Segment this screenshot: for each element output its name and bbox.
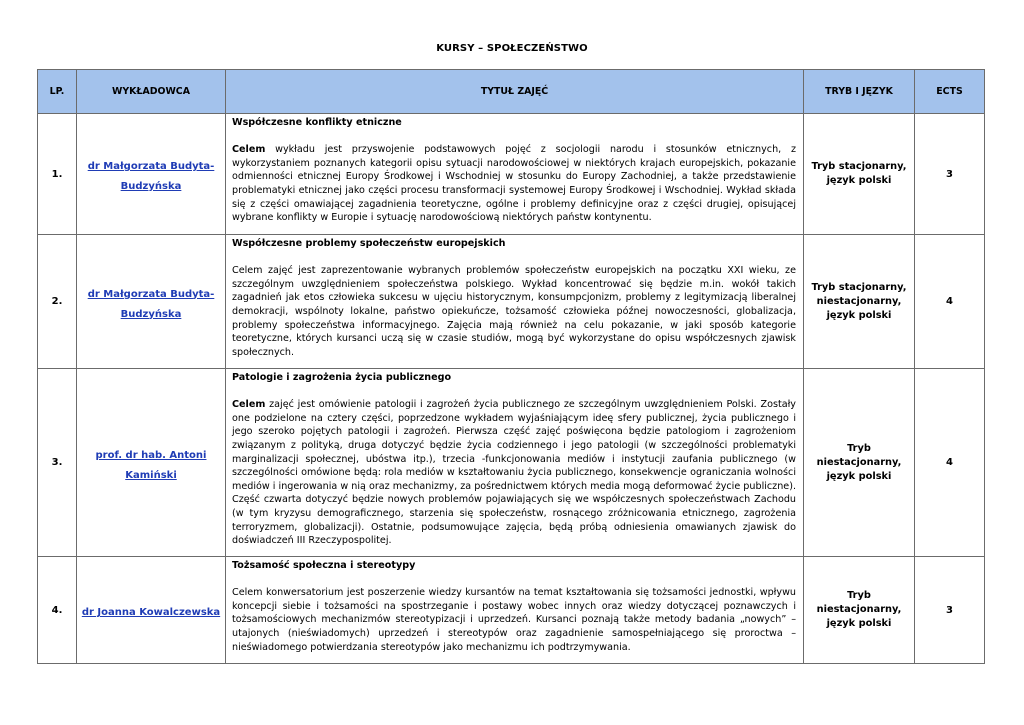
lecturer-cell: [77, 369, 226, 557]
course-cell: [226, 557, 804, 664]
course-description: [232, 143, 796, 225]
header-mode: TRYB I JĘZYK: [804, 70, 915, 114]
lecturer-cell: [77, 557, 226, 664]
lecturer-cell: [77, 114, 226, 235]
row-number: 4.: [38, 557, 77, 664]
lecturer-link[interactable]: prof. dr hab. Antoni Kamiński: [95, 449, 207, 481]
lecturer-cell: [77, 235, 226, 369]
course-cell: [226, 369, 804, 557]
row-number: 3.: [38, 369, 77, 557]
header-title: TYTUŁ ZAJĘĆ: [226, 70, 804, 114]
lecturer-link[interactable]: dr Joanna Kowalczewska: [81, 607, 221, 618]
table-row: [38, 114, 985, 235]
ects-cell: 3: [915, 557, 985, 664]
course-title: Współczesne problemy społeczeństw europejskich: [232, 238, 506, 249]
ects-cell: 3: [915, 114, 985, 235]
mode-cell: Tryb niestacjonarny, język polski: [804, 557, 915, 664]
description-text: Celem zajęć jest zaprezentowanie wybranych problemów społeczeństw europejskich na początku XXI wieku, ze szczególnym uwzględnieniem społeczeństwa polskiego. Wykład koncentrować się będzie m.in. wokół takich zagadnień jak etos człowieka sukcesu w ujęciu historycznym, konsumpcjonizm, problemy z legitymizacją liberalnej demokracji, wspólnoty lokalne, państwo opiekuńcze, tożsamość człowieka późnej nowoczesności, globalizacja, problemy społeczeństwa informacyjnego. Zajęcia mają również na celu pokazanie, w jaki sposób kategorie teoretyczne, których kursanci uczą się w czasie studiów, mogą być wykorzystane do opisu współczesnych zjawisk społecznych.: [232, 265, 796, 358]
description-text: wykładu jest przyswojenie podstawowych pojęć z socjologii narodu i stosunków etnicznych, z wykorzystaniem poznanych kategorii opisu sytuacji narodowościowej w niektórych krajach europejskich, pokazanie odmienności etnicznej Europy Środkowej i Wschodniej w stosunku do Europy Zachodniej, a także przedstawienie problematyki etnicznej jako części procesu transformacji systemowej Europy Środkowej i Wschodniej. Wykład składa się z części omawiającej zagadnienia teoretyczne, ogólne i problemy definicyjne oraz z części drugiej, opisującej wybrane konflikty w Europie i sytuację narodowościową niektórych państw kontynentu.: [232, 144, 796, 224]
table-row: [38, 235, 985, 369]
course-title: Patologie i zagrożenia życia publicznego: [232, 372, 452, 383]
header-lecturer: WYKŁADOWCA: [77, 70, 226, 114]
header-row: [38, 70, 985, 114]
course-cell: [226, 114, 804, 235]
header-lp: LP.: [38, 70, 77, 114]
ects-cell: 4: [915, 369, 985, 557]
course-cell: [226, 235, 804, 369]
document-title: KURSY – SPOŁECZEŃSTWO: [436, 43, 588, 54]
lecturer-link[interactable]: dr Małgorzata Budyta-Budzyńska: [87, 161, 215, 192]
course-description: [232, 586, 796, 654]
lecturer-link[interactable]: dr Małgorzata Budyta-Budzyńska: [87, 288, 215, 320]
table-row: [38, 557, 985, 664]
courses-table: [37, 69, 985, 664]
mode-cell: Tryb niestacjonarny, język polski: [804, 369, 915, 557]
description-lead: Celem: [232, 144, 266, 156]
table-row: [38, 369, 985, 557]
course-title: Tożsamość społeczna i stereotypy: [232, 560, 416, 571]
ects-cell: 4: [915, 235, 985, 369]
mode-cell: Tryb stacjonarny, język polski: [804, 114, 915, 235]
description-lead: Celem: [232, 399, 266, 411]
description-text: zajęć jest omówienie patologii i zagrożeń życia publicznego ze szczególnym uwzględnieniem Polski. Zostały one podzielone na cztery części, poprzedzone wykładem wyjaśniającym ideę sfery publicznej, życia publicznego i jego szeroko pojętych patologii i zagrożeń. Pierwsza część zajęć poświęcona będzie patologiom i zagrożeniom związanym z polityką, druga dotyczyć będzie życia codziennego i jego patologii (w szczególności problematyki marginalizacji społecznej, ubóstwa itp.), trzecia -funkcjonowania mediów i instytucji zaufania publicznego (w szczególności omówione będą: rola mediów w kształtowaniu życia publicznego, konsekwencje ograniczania wolności mediów i ingerowania w nią oraz mechanizmy, za pośrednictwem których media mogą deformować życie publiczne). Część czwarta dotyczyć będzie nowych problemów pojawiających się we współczesnych społeczeństwach Zachodu (w tym kryzysu demograficznego, starzenia się społeczeństw, rosnącego zróżnicowania etnicznego, zagrożenia terroryzmem, globalizacji). Ostatnie, podsumowujące zajęcia, będą próbą odniesienia omawianych zjawisk do doświadczeń III Rzeczypospolitej.: [232, 399, 796, 547]
header-ects: ECTS: [915, 70, 985, 114]
course-title: Współczesne konflikty etniczne: [232, 117, 402, 128]
row-number: 1.: [38, 114, 77, 235]
course-description: [232, 398, 796, 548]
course-description: [232, 264, 796, 359]
description-text: Celem konwersatorium jest poszerzenie wiedzy kursantów na temat kształtowania się tożsamości jednostki, wpływu koncepcji siebie i tożsamości na spostrzeganie i postawy wobec innych oraz wiedzy dotyczącej poznawczych i tożsamościowych mechanizmów stereotypizacji i uprzedzeń. Kursanci poznają także metody badania „nowych” – utajonych (nieświadomych) uprzedzeń i stereotypów oraz zagadnienie samospełniającego się proroctwa – nieświadomego potwierdzania stereotypów jako mechanizmu ich podtrzymywania.: [232, 587, 796, 653]
row-number: 2.: [38, 235, 77, 369]
mode-cell: Tryb stacjonarny, niestacjonarny, język polski: [804, 235, 915, 369]
